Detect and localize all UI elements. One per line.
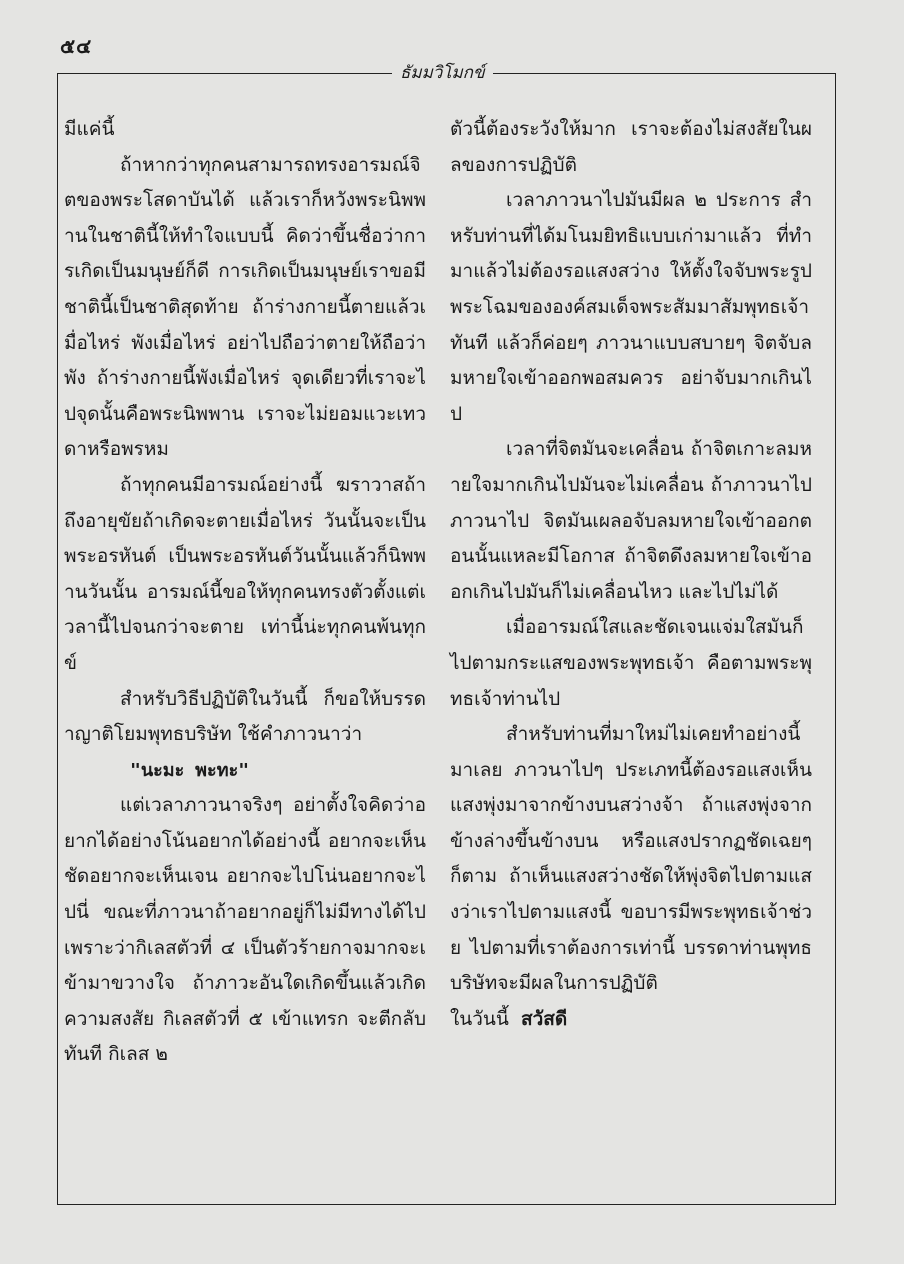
closing-greeting: สวัสดี [521, 1007, 568, 1030]
paragraph: ถ้าทุกคนมีอารมณ์อย่างนี้ ฆราวาสถ้าถึงอายุขัยถ้าเกิดจะตายเมื่อไหร่ วันนั้นจะเป็นพระอรหันต์ เป็นพระอรหันต์วันนั้นแล้วก็นิพพานวันนั้น อารมณ์นี้ขอให้ทุกคนทรงตัวตั้งแต่เวลานี้ไปจนกว่าจะตาย เท่านี้น่ะทุกคนพ้นทุกข์ [64, 473, 426, 674]
paragraph: เมื่ออารมณ์ใสและชัดเจนแจ่มใสมันก็ไปตามกระแสของพระพุทธเจ้า คือตามพระพุทธเจ้าท่านไป [450, 616, 812, 710]
paragraph: แต่เวลาภาวนาจริงๆ อย่าตั้งใจคิดว่าอยากได้อย่างโน้นอยากได้อย่างนี้ อยากจะเห็นชัดอยากจะเห็นเจน อยากจะไปโน่นอยากจะไปนี่ ขณะที่ภาวนาถ้าอยากอยู่ก็ไม่มีทางได้ไป เพราะว่ากิเลสตัวที่ ๔ เป็นตัวร้ายกาจมากจะเข้ามาขวางใจ ถ้าภาวะอันใดเกิดขึ้นแล้วเกิดความสงสัย กิเลสตัวที่ ๕ เข้าแทรก จะตีกลับทันที กิเลส ๒ [64, 794, 426, 1066]
closing-line [450, 1002, 812, 1038]
chant-phrase: "นะมะ พะทะ" [130, 759, 250, 781]
paragraph: สำหรับวิธีปฏิบัติในวันนี้ ก็ขอให้บรรดาญาติโยมพุทธบริษัท ใช้คำภาวนาว่า [64, 687, 426, 746]
closing-text: ในวันนี้ [450, 1007, 509, 1030]
right-text-column [450, 112, 812, 1037]
paragraph-continued: มีแค่นี้ [64, 118, 115, 140]
running-header-title: ธัมมวิโมกข์ [392, 60, 493, 86]
page-number: ๕๔ [60, 34, 93, 58]
paragraph: สำหรับท่านที่มาใหม่ไม่เคยทำอย่างนี้มาเลย ภาวนาไปๆ ประเภทนี้ต้องรอแสงเห็นแสงพุ่งมาจากข้างบนสว่างจ้า ถ้าแสงพุ่งจากข้างล่างขึ้นข้างบน หรือแสงปรากฏชัดเฉยๆ ก็ตาม ถ้าเห็นแสงสว่างชัดให้พุ่งจิตไปตามแสงว่าเราไปตามแสงนี้ ขอบารมีพระพุทธเจ้าช่วย ไปตามที่เราต้องการเท่านี้ บรรดาท่านพุทธบริษัทจะมีผลในการปฏิบัติ [450, 723, 812, 995]
paragraph: เวลาที่จิตมันจะเคลื่อน ถ้าจิตเกาะลมหายใจมากเกินไปมันจะไม่เคลื่อน ถ้าภาวนาไปภาวนาไป จิตมันเผลอจับลมหายใจเข้าออกตอนนั้นแหละมีโอกาส ถ้าจิตดึงลมหายใจเข้าออกเกินไปมันก็ไม่เคลื่อนไหว และไปไม่ได้ [450, 438, 812, 603]
paragraph: เวลาภาวนาไปมันมีผล ๒ ประการ สำหรับท่านที่ได้มโนมยิทธิแบบเก่ามาแล้ว ที่ทำมาแล้วไม่ต้องรอแสงสว่าง ให้ตั้งใจจับพระรูปพระโฉมขององค์สมเด็จพระสัมมาสัมพุทธเจ้าทันที แล้วก็ค่อยๆ ภาวนาแบบสบายๆ จิตจับลมหายใจเข้าออกพอสมควร อย่าจับมากเกินไป [450, 189, 812, 425]
paragraph-continued: ตัวนี้ต้องระวังให้มาก เราจะต้องไม่สงสัยในผลของการปฏิบัติ [450, 118, 812, 176]
paragraph: ถ้าหากว่าทุกคนสามารถทรงอารมณ์จิตของพระโสดาบันได้ แล้วเราก็หวังพระนิพพานในชาตินี้ให้ทำใจแบบนี้ คิดว่าขึ้นชื่อว่าการเกิดเป็นมนุษย์ก็ดี การเกิดเป็นมนุษย์เราขอมีชาตินี้เป็นชาติสุดท้าย ถ้าร่างกายนี้ตายแล้วเมื่อไหร่ พังเมื่อไหร่ อย่าไปถือว่าตายให้ถือว่าพัง ถ้าร่างกายนี้พังเมื่อไหร่ จุดเดียวที่เราจะไปจุดนั้นคือพระนิพพาน เราจะไม่ยอมแวะเทวดาหรือพรหม [64, 153, 426, 461]
left-text-column [64, 112, 426, 1073]
